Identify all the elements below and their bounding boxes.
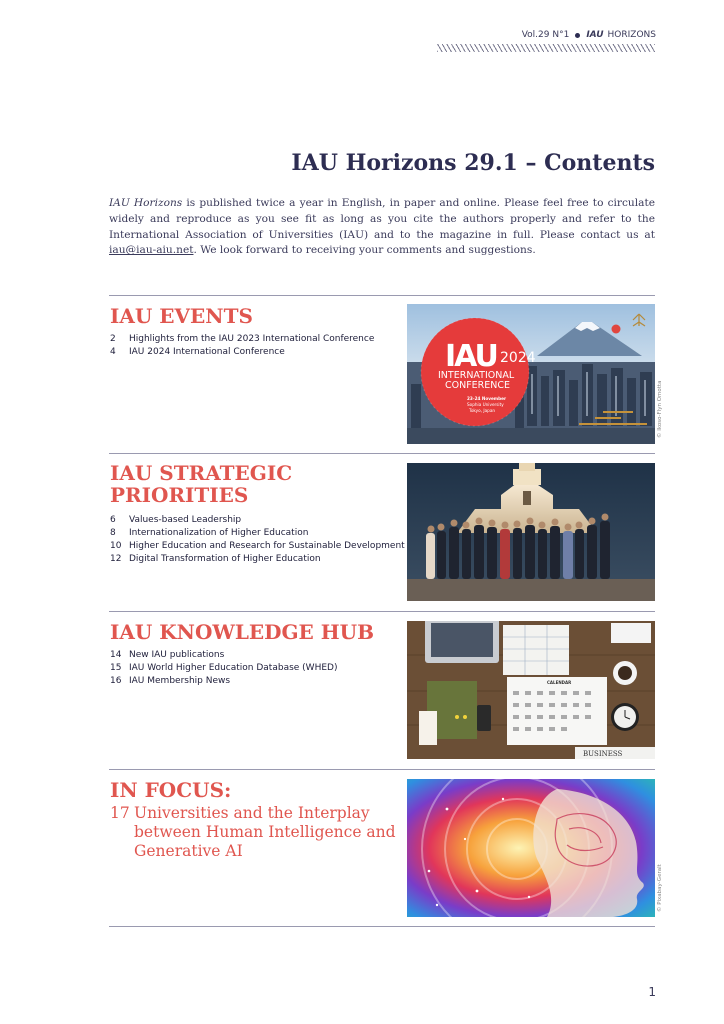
- calendar-label: CALENDAR: [547, 680, 572, 685]
- running-header: [522, 30, 656, 40]
- conference-dates: 23-24 November: [467, 396, 507, 401]
- volume-label: Vol.29 N°1: [521, 30, 570, 40]
- list-item[interactable]: 10 Higher Education and Research for Sustainable Development: [110, 541, 405, 551]
- events-list: [110, 333, 410, 359]
- priorities-list: [110, 514, 410, 566]
- knowledge-hub-list: [110, 649, 410, 688]
- section-divider: [109, 453, 655, 454]
- intro-magazine-name: IAU Horizons: [109, 197, 183, 209]
- contact-email-link[interactable]: iau@iau-aiu.net: [109, 244, 194, 257]
- intro-paragraph: [109, 196, 655, 259]
- conference-year: 2024: [500, 350, 536, 366]
- conference-venue: Sophia University: [467, 402, 504, 407]
- list-item[interactable]: 16 IAU Membership News: [110, 676, 231, 686]
- list-item[interactable]: 2 Highlights from the IAU 2023 International Conference: [110, 334, 375, 344]
- section-heading-in-focus: IN FOCUS:: [110, 778, 232, 802]
- conference-logo-text: IAU: [445, 339, 497, 374]
- list-item[interactable]: 4 IAU 2024 International Conference: [110, 347, 285, 357]
- section-divider: [109, 926, 655, 927]
- list-item[interactable]: 12 Digital Transformation of Higher Education: [110, 554, 321, 564]
- conference-line2: CONFERENCE: [445, 380, 511, 391]
- hatch-decoration: [437, 44, 655, 52]
- bullet-dot: [575, 33, 580, 38]
- section-divider: [109, 611, 655, 612]
- conference-city: Tokyo, Japan: [469, 408, 496, 413]
- page-title: IAU Horizons 29.1 – Contents: [291, 150, 655, 176]
- conference-line1: INTERNATIONAL: [438, 370, 515, 381]
- intro-text-1: is published twice a year in English, in paper and online. Please feel free to circulate widely and reproduce as you see fit as long as you cite the authors properly and refer to the International Association of Universities (IAU) and to the magazine in full. Please contact us at: [109, 197, 655, 241]
- photo-credit: © Ikoso-Flyn Omotta: [657, 380, 663, 438]
- photo-credit: © Pixabay-Geralt: [657, 864, 663, 912]
- header-brand: HORIZONS: [607, 30, 656, 40]
- section-heading-priorities: IAU STRATEGIC PRIORITIES: [110, 461, 293, 507]
- ai-brain-image: [407, 779, 655, 917]
- focus-article-link[interactable]: [110, 804, 400, 861]
- list-item[interactable]: 15 IAU World Higher Education Database (WHED): [110, 663, 338, 673]
- section-divider: [109, 769, 655, 770]
- header-logo: IAU: [586, 30, 604, 40]
- desk-image: [407, 621, 655, 759]
- business-card-label: BUSINESS: [583, 750, 623, 758]
- intro-text-2: . We look forward to receiving your comments and suggestions.: [193, 244, 536, 257]
- list-item[interactable]: 8 Internationalization of Higher Education: [110, 528, 309, 538]
- conference-image: [407, 304, 655, 444]
- section-divider: [109, 295, 655, 296]
- section-heading-events: IAU EVENTS: [110, 304, 253, 328]
- focus-article-page: 17: [110, 804, 130, 822]
- page-number: 1: [648, 985, 656, 999]
- list-item[interactable]: 14 New IAU publications: [110, 650, 225, 660]
- focus-article-title: Universities and the Interplay between Human Intelligence and Generative AI: [134, 804, 396, 860]
- group-photo: [407, 463, 655, 601]
- section-heading-knowledge-hub: IAU KNOWLEDGE HUB: [110, 620, 375, 644]
- list-item[interactable]: 6 Values-based Leadership: [110, 515, 242, 525]
